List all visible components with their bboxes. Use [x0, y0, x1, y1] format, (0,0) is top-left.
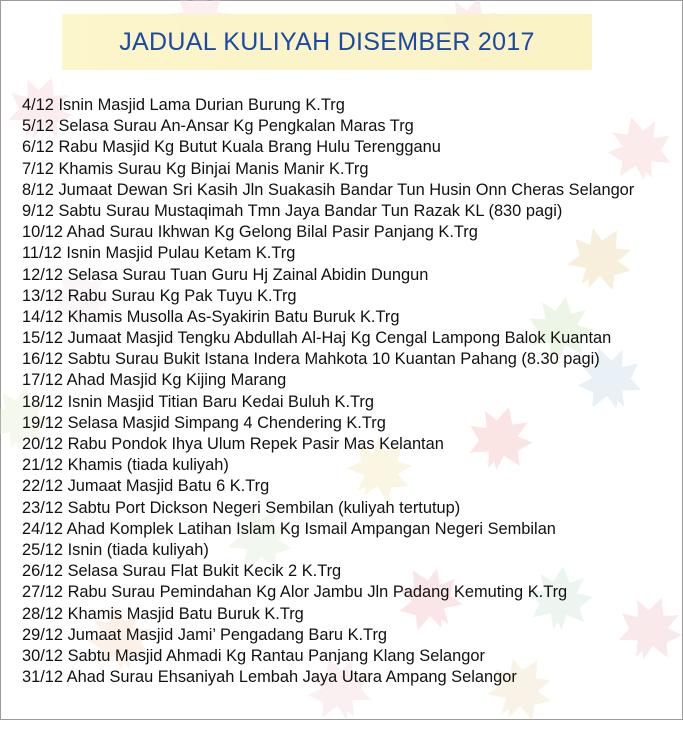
page-title: JADUAL KULIYAH DISEMBER 2017	[119, 28, 535, 56]
schedule-entry: 19/12 Selasa Masjid Simpang 4 Chendering K.Trg	[22, 413, 386, 432]
schedule-entry: 5/12 Selasa Surau An-Ansar Kg Pengkalan Maras Trg	[22, 117, 414, 136]
schedule-entry: 15/12 Jumaat Masjid Tengku Abdullah Al-Haj Kg Cengal Lampong Balok Kuantan	[22, 329, 612, 348]
schedule-entry: 12/12 Selasa Surau Tuan Guru Hj Zainal Abidin Dungun	[22, 265, 429, 284]
schedule-entry: 31/12 Ahad Surau Ehsaniyah Lembah Jaya Utara Ampang Selangor	[22, 668, 517, 687]
schedule-entry: 28/12 Khamis Masjid Batu Buruk K.Trg	[22, 604, 304, 623]
schedule-entry: 24/12 Ahad Komplek Latihan Islam Kg Ismail Ampangan Negeri Sembilan	[22, 519, 556, 538]
schedule-entry: 8/12 Jumaat Dewan Sri Kasih Jln Suakasih Bandar Tun Husin Onn Cheras Selangor	[22, 180, 635, 199]
schedule-entry: 17/12 Ahad Masjid Kg Kijing Marang	[22, 371, 287, 390]
schedule-entry: 14/12 Khamis Musolla As-Syakirin Batu Buruk K.Trg	[22, 307, 400, 326]
schedule-entry: 26/12 Selasa Surau Flat Bukit Kecik 2 K.Trg	[22, 562, 342, 581]
schedule-entry: 9/12 Sabtu Surau Mustaqimah Tmn Jaya Bandar Tun Razak KL (830 pagi)	[22, 201, 563, 220]
schedule-entry: 29/12 Jumaat Masjid Jami’ Pengadang Baru K.Trg	[22, 625, 388, 644]
schedule-entry: 20/12 Rabu Pondok Ihya Ulum Repek Pasir Mas Kelantan	[22, 435, 444, 453]
schedule-entry: 18/12 Isnin Masjid Titian Baru Kedai Buluh K.Trg	[22, 392, 374, 411]
schedule-entry: 11/12 Isnin Masjid Pulau Ketam K.Trg	[22, 244, 296, 263]
schedule-entry: 10/12 Ahad Surau Ikhwan Kg Gelong Bilal Pasir Panjang K.Trg	[22, 223, 478, 242]
schedule-entry: 27/12 Rabu Surau Pemindahan Kg Alor Jambu Jln Padang Kemuting K.Trg	[22, 583, 568, 602]
schedule-entry: 16/12 Sabtu Surau Bukit Istana Indera Mahkota 10 Kuantan Pahang (8.30 pagi)	[22, 350, 600, 369]
schedule-entry: 25/12 Isnin (tiada kuliyah)	[22, 540, 209, 559]
schedule-entry: 4/12 Isnin Masjid Lama Durian Burung K.Trg	[22, 96, 345, 114]
schedule-entry: 21/12 Khamis (tiada kuliyah)	[22, 456, 229, 475]
schedule-entry: 7/12 Khamis Surau Kg Binjai Manis Manir K.Trg	[22, 159, 369, 178]
schedule-entry: 6/12 Rabu Masjid Kg Butut Kuala Brang Hulu Terengganu	[22, 138, 441, 157]
schedule-entry: 13/12 Rabu Surau Kg Pak Tuyu K.Trg	[22, 286, 297, 305]
schedule-entry: 22/12 Jumaat Masjid Batu 6 K.Trg	[22, 477, 270, 496]
schedule-list	[22, 95, 634, 688]
schedule-entry: 30/12 Sabtu Masjid Ahmadi Kg Rantau Panjang Klang Selangor	[22, 646, 485, 665]
schedule-entry: 23/12 Sabtu Port Dickson Negeri Sembilan (kuliyah tertutup)	[22, 498, 461, 517]
